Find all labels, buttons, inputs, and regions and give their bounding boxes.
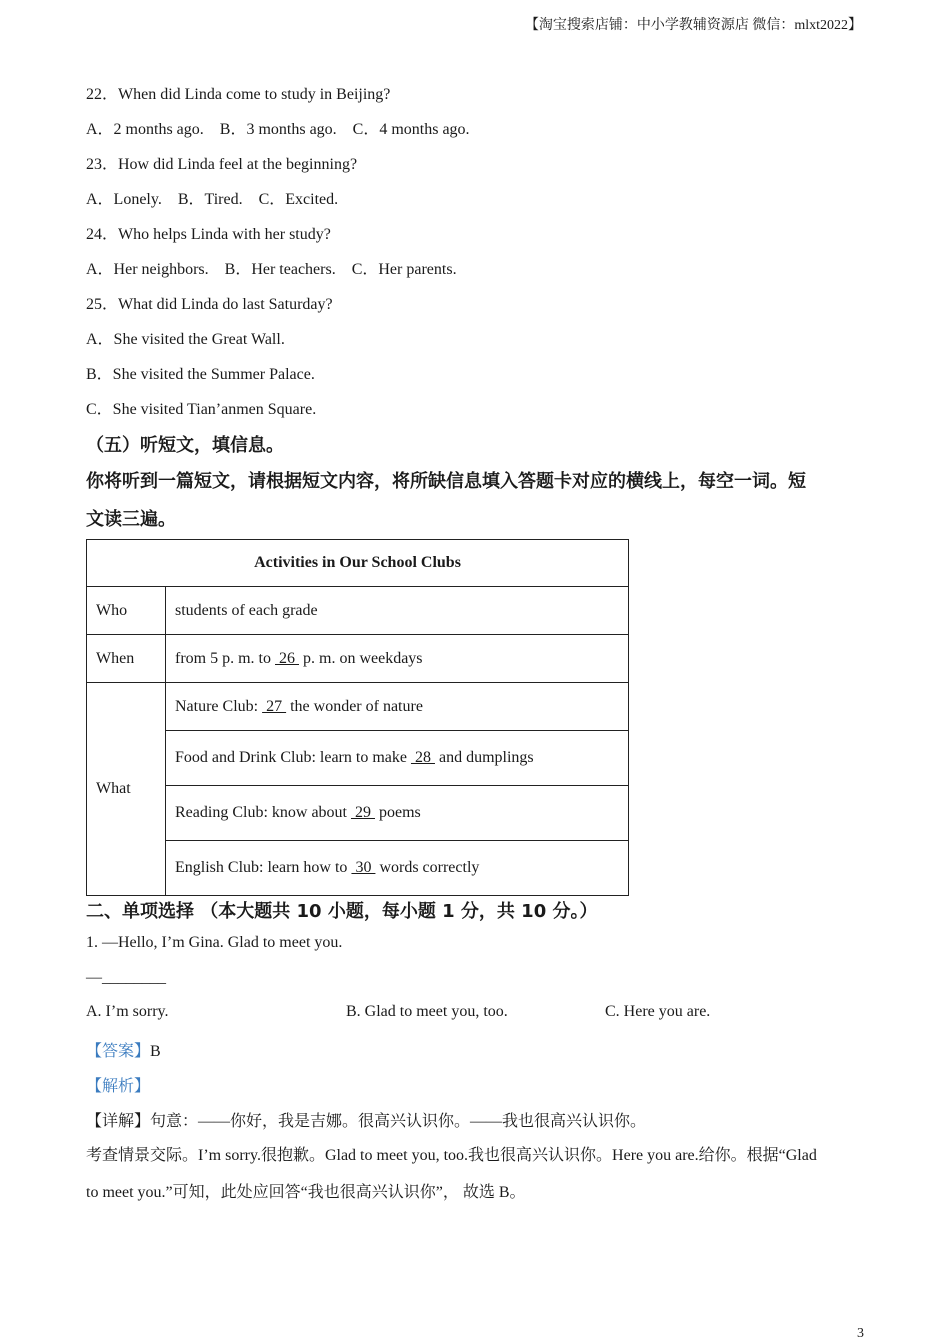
- question-22-options: A．2 months ago. B．3 months ago. C．4 months ago.: [86, 121, 470, 138]
- blank-29: 29: [350, 804, 375, 821]
- blank-28: 28: [410, 749, 435, 766]
- when-label: When: [87, 635, 166, 683]
- what-label: What: [87, 683, 166, 896]
- question-1-reply: —________: [86, 969, 166, 986]
- what-row-nature: Nature Club: 27 the wonder of nature: [166, 683, 629, 731]
- question-24-stem: 24．Who helps Linda with her study?: [86, 226, 331, 243]
- table-title: Activities in Our School Clubs: [87, 540, 629, 587]
- page-header: 【淘宝搜索店铺：中小学教辅资源店 微信：mlxt2022】: [524, 18, 862, 33]
- question-25-stem: 25．What did Linda do last Saturday?: [86, 296, 333, 313]
- answer-line: [86, 1038, 161, 1061]
- detail-line: 【详解】句意：——你好，我是吉娜。很高兴认识你。——我也很高兴认识你。: [86, 1113, 647, 1130]
- page-number: 3: [857, 1326, 864, 1341]
- explanation-line2: to meet you.”可知，此处应回答“我也很高兴认识你”， 故选 B。: [86, 1184, 526, 1201]
- answer-value: B: [150, 1043, 161, 1060]
- question-1-stem: 1. —Hello, I’m Gina. Glad to meet you.: [86, 934, 343, 951]
- blank-30: 30: [351, 859, 376, 876]
- question-25-option-c: C．She visited Tian’anmen Square.: [86, 401, 317, 418]
- section-5-instruction-line2: 文读三遍。: [86, 509, 176, 530]
- section-5-title: （五）听短文，填信息。: [86, 435, 284, 456]
- question-1-option-b: B. Glad to meet you, too.: [346, 1003, 508, 1020]
- question-1-option-a: A. I’m sorry.: [86, 1003, 169, 1020]
- answer-label: 【答案】: [86, 1043, 151, 1060]
- section-5-instruction-line1: 你将听到一篇短文，请根据短文内容，将所缺信息填入答题卡对应的横线上，每空一词。短: [86, 471, 806, 492]
- question-1-option-c: C. Here you are.: [605, 1003, 711, 1020]
- who-value: students of each grade: [166, 587, 629, 635]
- what-row-reading: Reading Club: know about 29 poems: [166, 786, 629, 841]
- part-2-title: 二、单项选择 （本大题共 10 小题，每小题 1 分，共 10 分。）: [86, 901, 598, 922]
- question-23-options: A．Lonely. B．Tired. C．Excited.: [86, 191, 339, 208]
- question-25-option-a: A．She visited the Great Wall.: [86, 331, 285, 348]
- question-23-stem: 23．How did Linda feel at the beginning?: [86, 156, 358, 173]
- question-24-options: A．Her neighbors. B．Her teachers. C．Her parents.: [86, 261, 457, 278]
- blank-27: 27: [262, 697, 287, 715]
- blank-26: 26: [275, 649, 299, 667]
- who-label: Who: [87, 587, 166, 635]
- question-22-stem: 22．When did Linda come to study in Beijing?: [86, 86, 391, 103]
- explanation-line1: 考查情景交际。I’m sorry.很抱歉。Glad to meet you, too.我也很高兴认识你。Here you are.给你。根据“Glad: [86, 1147, 817, 1164]
- analysis-label: 【解析】: [86, 1078, 151, 1095]
- school-clubs-table: [86, 539, 629, 896]
- when-value: from 5 p. m. to 26 p. m. on weekdays: [166, 635, 629, 683]
- what-row-english: English Club: learn how to 30 words correctly: [166, 841, 629, 896]
- question-25-option-b: B．She visited the Summer Palace.: [86, 366, 315, 383]
- what-row-food: Food and Drink Club: learn to make 28 and dumplings: [166, 731, 629, 786]
